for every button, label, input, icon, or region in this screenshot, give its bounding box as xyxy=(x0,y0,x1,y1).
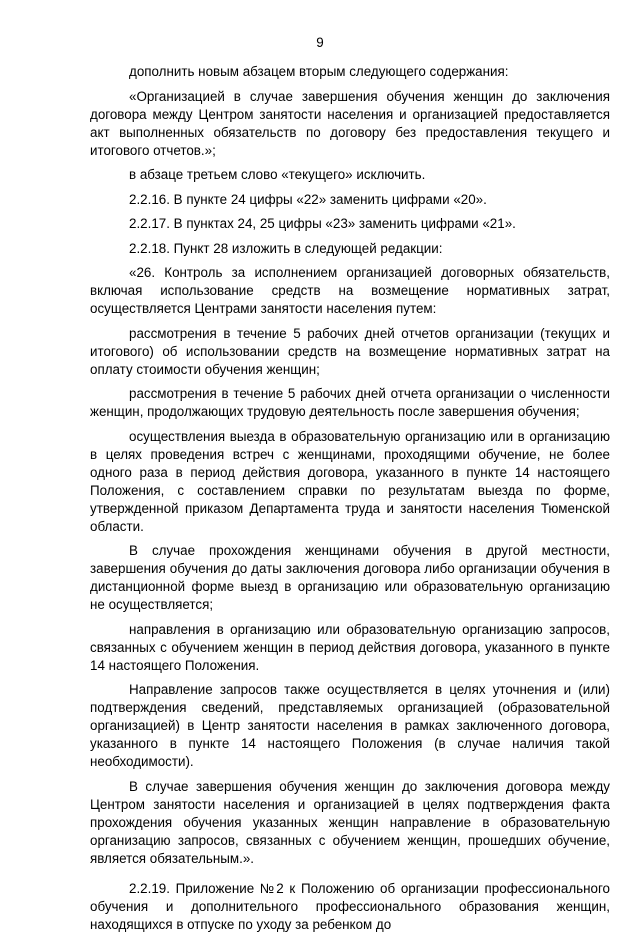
paragraph: 2.2.19. Приложение №2 к Положению об организации профессионального обучения и дополнительного профессионального образования женщин, находящихся в отпуске по уходу за ребенком до xyxy=(90,880,610,932)
paragraph: рассмотрения в течение 5 рабочих дней отчетов организации (текущих и итогового) об использовании средств на возмещение нормативных затрат на оплату стоимости обучения женщин; xyxy=(90,325,610,377)
paragraph: Направление запросов также осуществляется в целях уточнения и (или) подтверждения сведений, представляемых организацией (образовательной организацией) в Центр занятости населения в рамках заключенного договора, указанного в пункте 14 настоящего Положения (в случае наличия такой необходимости). xyxy=(90,682,610,769)
paragraph: 2.2.16. В пункте 24 цифры «22» заменить цифрами «20». xyxy=(129,191,487,207)
paragraph: В случае завершения обучения женщин до заключения договора между Центром занятости населения и организацией в целях подтверждения факта прохождения обучения указанных женщин направление в образовательную организацию запросов, связанных с обучением женщин, прошедших обучение, является обязательным.». xyxy=(90,778,610,866)
paragraph: рассмотрения в течение 5 рабочих дней отчета организации о численности женщин, продолжающих трудовую деятельность после завершения обучения; xyxy=(90,386,610,419)
paragraph: «Организацией в случае завершения обучения женщин до заключения договора между Центром занятости населения и организацией предоставляется акт выполненных обязательств по договору без предоставления текущего и итогового отчетов.»; xyxy=(90,88,610,158)
paragraph: осуществления выезда в образовательную организацию или в организацию в целях проведения встреч с женщинами, проходящими обучение, не более одного раза в период действия договора, указанного в пункте 14 настоящего Положения, с составлением справки по результатам выезда по форме, утвержденной приказом Департамента труда и занятости населения Тюменской области. xyxy=(90,428,610,534)
paragraph: дополнить новым абзацем вторым следующего содержания: xyxy=(129,64,509,79)
paragraph: в абзаце третьем слово «текущего» исключить. xyxy=(129,167,426,182)
page-number: 9 xyxy=(316,35,324,50)
paragraph: 2.2.17. В пунктах 24, 25 цифры «23» заменить цифрами «21». xyxy=(129,216,516,231)
paragraph: В случае прохождения женщинами обучения в другой местности, завершения обучения до даты заключения договора либо организации обучения в дистанционной форме выезд в организацию или образовательную организацию не осуществляется; xyxy=(90,543,610,612)
paragraph: направления в организацию или образовательную организацию запросов, связанных с обучением женщин в период действия договора, указанного в пункте 14 настоящего Положения. xyxy=(90,621,610,673)
paragraph: 2.2.18. Пункт 28 изложить в следующей редакции: xyxy=(129,240,443,256)
paragraph: «26. Контроль за исполнением организацией договорных обязательств, включая использование средств на возмещение нормативных затрат, осуществляется Центрами занятости населения путем: xyxy=(90,265,610,316)
document-body xyxy=(90,63,610,934)
